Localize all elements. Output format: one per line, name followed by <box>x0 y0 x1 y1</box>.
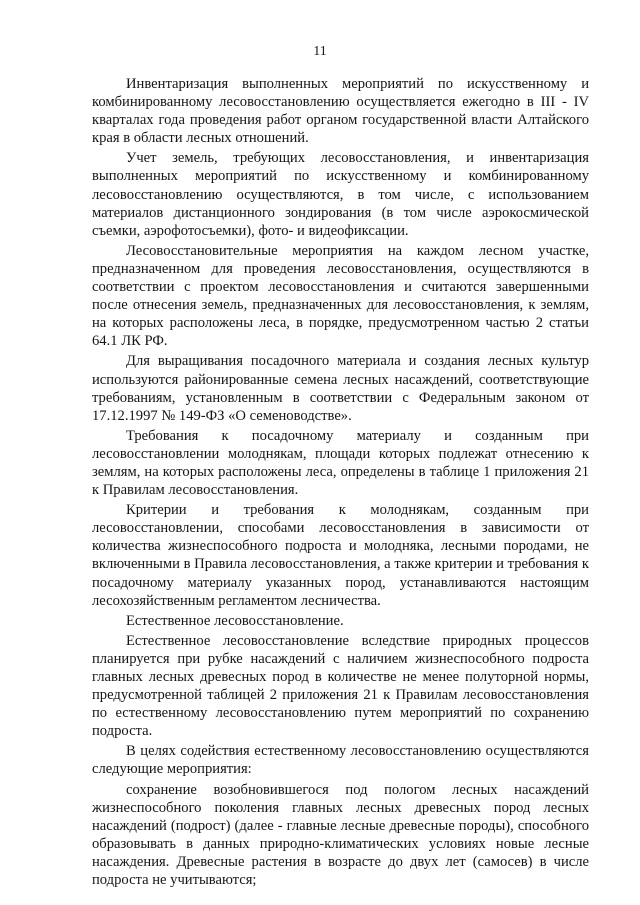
paragraph-land-accounting: Учет земель, требующих лесовосстановления, и инвентаризация выполненных мероприятий по искусственному и комбинированному лесовосстановлению осуществляются, в том числе, с использованием материалов дистанционного зондирования (в том числе аэрокосмической съемки, аэрофотосъемки), фото- и видеофиксации. <box>92 150 589 239</box>
paragraph-inventory: Инвентаризация выполненных мероприятий по искусственному и комбинированному лесовосстановлению осуществляется ежегодно в III - IV кварталах года проведения работ органом государственной власти Алтайского края в области лесных отношений. <box>92 76 589 147</box>
paragraph-assistance-measures: В целях содействия естественному лесовосстановлению осуществляются следующие мероприятия: <box>92 743 589 778</box>
paragraph-requirements: Требования к посадочному материалу и созданным при лесовосстановлении молоднякам, площади которых подлежат отнесению к землям, на которых расположены леса, определены в таблице 1 приложения 21 к Правилам лесовосстановления. <box>92 427 589 499</box>
paragraph-natural-reforestation: Естественное лесовосстановление вследствие природных процессов планируется при рубке насаждений с наличием жизнеспособного подроста главных лесных древесных пород в количестве не менее полуторной нормы, предусмотренной таблицей 2 приложения 21 к Правилам лесовосстановления по естественному лесовосстановлению путем мероприятий по сохранению подроста. <box>92 632 589 740</box>
page-number: 11 <box>313 44 327 59</box>
paragraph-undergrowth-preservation: сохранение возобновившегося под пологом лесных насаждений жизнеспособного поколения главных лесных древесных пород лесных насаждений (подрост) (далее - главные лесные древесные породы), способного образовывать в данных природно-климатических условиях новые лесные насаждения. Древесные растения в возрасте до двух лет (самосев) в числе подроста не учитываются; <box>92 781 589 889</box>
paragraph-reforestation-measures: Лесовосстановительные мероприятия на каждом лесном участке, предназначенном для проведения лесовосстановления, осуществляются в соответствии с проектом лесовосстановления и считаются завершенными после отнесения земель, предназначенных для лесовосстановления, к землям, на которых расположены леса, в порядке, предусмотренном частью 2 статьи 64.1 ЛК РФ. <box>92 242 589 350</box>
paragraph-planting-material: Для выращивания посадочного материала и создания лесных культур используются районированные семена лесных насаждений, соответствующие требованиям, установленным в соответствии с Федеральным законом от 17.12.1997 № 149-ФЗ «О семеноводстве». <box>92 353 589 424</box>
document-body <box>92 75 589 891</box>
paragraph-criteria: Критерии и требования к молоднякам, созданным при лесовосстановлении, способами лесовосстановления в зависимости от количества жизнеспособного подроста и молодняка, лесными породами, не включенными в Правила лесовосстановления, а также критерии и требования к посадочному материалу указанных пород, устанавливаются настоящим лесохозяйственным регламентом лесничества. <box>92 502 589 609</box>
section-heading-natural-reforestation: Естественное лесовосстановление. <box>126 612 344 629</box>
